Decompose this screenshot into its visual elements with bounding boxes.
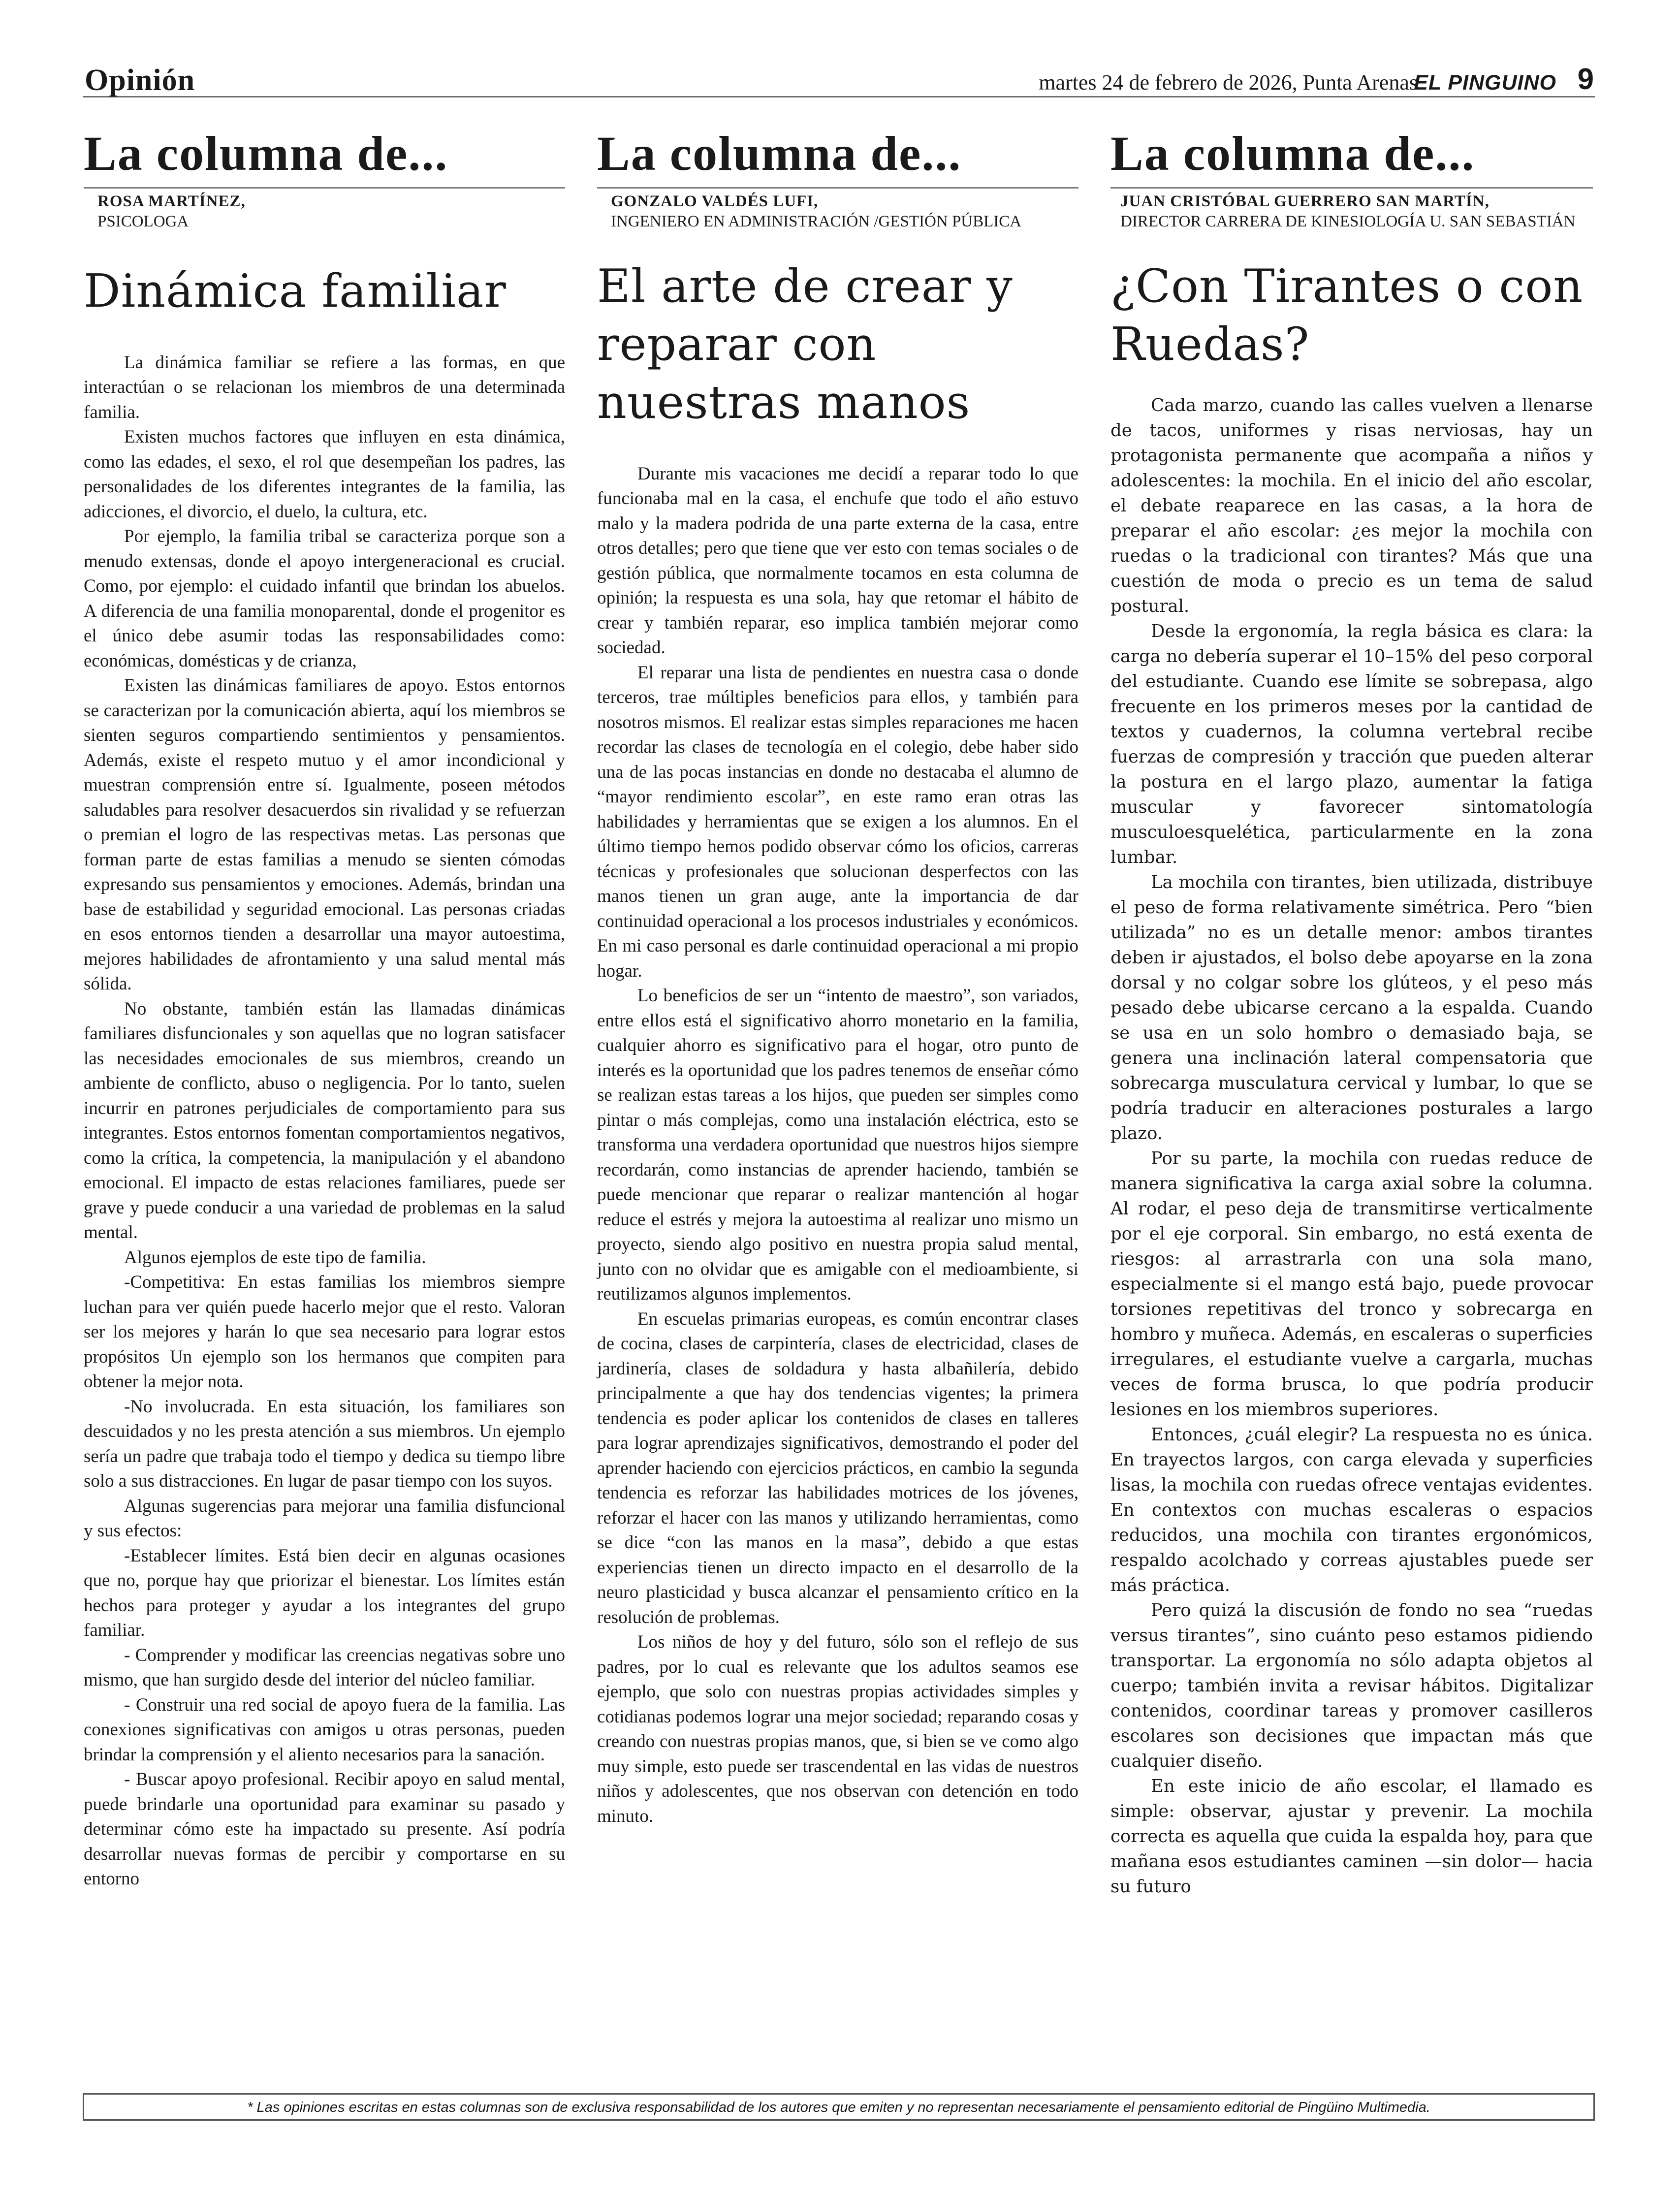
article-body bbox=[1110, 393, 1593, 1899]
paragraph: La mochila con tirantes, bien utilizada, distribuye el peso de forma relativamente simétrica. Pero “bien utilizada” no es un detalle menor: ambos tirantes deben ir ajustados, el bolso debe apoyarse en la zona dorsal y no colgar sobre los glúteos, y el peso más pesado debe ubicarse cercano a la espalda. Cuando se usa en un solo hombro o demasiado baja, se genera una inclinación lateral compensatoria que sobrecarga musculatura cervical y lumbar, lo que se podría traducir en alteraciones posturales a largo plazo. bbox=[1110, 872, 1593, 1144]
page-number: 9 bbox=[1577, 63, 1594, 96]
column-3 bbox=[1110, 126, 1593, 1899]
paragraph: -Establecer límites. Está bien decir en algunas ocasiones que no, porque hay que priorizar el bienestar. Los límites están hechos para proteger y ayudar a los integrantes del grupo familiar. bbox=[84, 1545, 565, 1640]
paragraph: Existen las dinámicas familiares de apoyo. Estos entornos se caracterizan por la comunicación abierta, aquí los miembros se sienten seguros compartiendo sentimientos y pensamientos. Además, existe el respeto mutuo y el amor incondicional y muestran comprensión entre sí. Igualmente, poseen métodos saludables para resolver desacuerdos sin rivalidad y se refuerzan o premian el logro de las respectivas metas. Las personas que forman parte de estas familias a menudo se sienten cómodas expresando sus pensamientos y emociones. Además, brindan una base de estabilidad y seguridad emocional. Las personas criadas en esos entornos tienden a desarrollar una mayor autoestima, mejores habilidades de afrontamiento y una salud mental más sólida. bbox=[84, 675, 565, 994]
column-label: La columna de... bbox=[84, 129, 565, 189]
author-role: INGENIERO EN ADMINISTRACIÓN /GESTIÓN PÚBLICA bbox=[611, 213, 1022, 231]
paragraph: Por ejemplo, la familia tribal se caracteriza porque son a menudo extensas, donde el apoyo intergeneracional es crucial. Como, por ejemplo: el cuidado infantil que brindan los abuelos. A diferencia de una familia monoparental, donde el progenitor es el único debe asumir todas las responsabilidades como: económicas, domésticas y de crianza, bbox=[84, 526, 565, 671]
paragraph: No obstante, también están las llamadas dinámicas familiares disfuncionales y son aquellas que no logran satisfacer las necesidades emocionales de sus miembros, creando un ambiente de conflicto, abuso o negligencia. Por lo tanto, suelen incurrir en patrones perjudiciales de comportamiento para sus integrantes. Estos entornos fomentan comportamientos negativos, como la crítica, la competencia, la manipulación y el abandono emocional. El impacto de estas relaciones familiares, puede ser grave y puede conducir a una variedad de problemas en la salud mental. bbox=[84, 998, 565, 1242]
paragraph: En este inicio de año escolar, el llamado es simple: observar, ajustar y prevenir. La mochila correcta es aquella que cuida la espalda hoy, para que mañana esos estudiantes caminen —sin dolor— hacia su futuro bbox=[1110, 1776, 1593, 1897]
footer-disclaimer-box bbox=[83, 2093, 1595, 2121]
byline bbox=[97, 191, 565, 232]
article-body bbox=[84, 350, 565, 1892]
paragraph: -No involucrada. En esta situación, los familiares son descuidados y no les presta atención a sus miembros. Un ejemplo sería un padre que trabaja todo el tiempo y dedica su tiempo libre solo a sus distracciones. En lugar de pasar tiempo con los suyos. bbox=[84, 1396, 565, 1491]
paragraph: Los niños de hoy y del futuro, sólo son el reflejo de sus padres, por lo cual es relevante que los adultos seamos ese ejemplo, que solo con nuestras propias actividades simples y cotidianas podemos lograr una mejor sociedad; reparando cosas y creando con nuestras propias manos, que, si bien se ve como algo muy simple, esto puede ser trascendental en las vidas de nuestros niños y adolescentes, que nos observan con detención en todo minuto. bbox=[597, 1632, 1078, 1826]
paragraph: Algunos ejemplos de este tipo de familia. bbox=[124, 1247, 426, 1268]
paragraph: - Construir una red social de apoyo fuera de la familia. Las conexiones significativas con amigos u otras personas, pueden brindar la comprensión y el aliento necesarios para la sanación. bbox=[84, 1694, 565, 1765]
article-headline: ¿Con Tirantes o con Ruedas? bbox=[1110, 259, 1584, 371]
paragraph: Pero quizá la discusión de fondo no sea “ruedas versus tirantes”, sino cuánto peso estamos pidiendo transportar. La ergonomía no sólo adapta objetos al cuerpo; también invita a revisar hábitos. Digitalizar contenidos, coordinar tareas y promover casilleros escolares son decisiones que impactan más que cualquier diseño. bbox=[1110, 1600, 1593, 1771]
paragraph: Desde la ergonomía, la regla básica es clara: la carga no debería superar el 10–15% del peso corporal del estudiante. Cuando ese límite se sobrepasa, algo frecuente en los primeros meses por la cantidad de textos y cuadernos, la columna vertebral recibe fuerzas de compresión y tracción que pueden alterar la postura en el largo plazo, aumentar la fatiga muscular y favorecer sintomatología musculoesquelética, particularmente en la zona lumbar. bbox=[1110, 621, 1593, 867]
column-label: La columna de... bbox=[1110, 129, 1593, 189]
author-role: DIRECTOR CARRERA DE KINESIOLOGÍA U. SAN SEBASTIÁN bbox=[1120, 213, 1576, 231]
dateline: martes 24 de febrero de 2026, Punta Arenas bbox=[1039, 70, 1418, 95]
paragraph: Lo beneficios de ser un “intento de maestro”, son variados, entre ellos está el significativo ahorro monetario en la familia, cualquier ahorro es significativo para el hogar, otro punto de interés es la oportunidad que los padres tenemos de enseñar cómo se realizan estas tareas a los hijos, que pueden ser simples como pintar o más complejas, como una instalación eléctrica, esto se transforma una verdadera oportunidad que nuestros hijos siempre recordarán, como instancias de aprender haciendo, también se puede mencionar que reparar o realizar mantención al hogar reduce el estrés y mejora la autoestima al realizar uno mismo un proyecto, siendo algo positivo en nuestra propia salud mental, junto con no olvidar que es amigable con el medioambiente, si reutilizamos algunos implementos. bbox=[597, 986, 1078, 1304]
byline bbox=[1120, 191, 1593, 232]
section-title: Opinión bbox=[85, 64, 195, 97]
paragraph: Entonces, ¿cuál elegir? La respuesta no es única. En trayectos largos, con carga elevada y superficies lisas, la mochila con ruedas ofrece ventajas evidentes. En contextos con muchas escaleras o espacios reducidos, una mochila con tirantes ergonómicos, respaldo acolchado y correas ajustables puede ser más práctica. bbox=[1110, 1424, 1593, 1595]
disclaimer-text: * Las opiniones escritas en estas columnas son de exclusiva responsabilidad de los autores que emiten y no representan necesariamente el pensamiento editorial de Pingüino Multimedia. bbox=[247, 2100, 1430, 2115]
author-name: ROSA MARTÍNEZ, bbox=[97, 192, 246, 210]
paragraph: En escuelas primarias europeas, es común encontrar clases de cocina, clases de carpintería, clases de electricidad, clases de jardinería, clases de soldadura y hasta albañilería, debido principalmente a que hay dos tendencias vigentes; la primera tendencia es poder aplicar los contenidos de clases en talleres para lograr aprendizajes significativos, demostrando el poder del aprender haciendo con ejercicios prácticos, en cambio la segunda tendencia es reforzar las habilidades motrices de los jóvenes, reforzar el hacer con las manos y utilizando herramientas, como se dice “con las manos en la masa”, debido a que estas experiencias tienen un directo impacto en el desarrollo de la neuro plasticidad y busca alcanzar el pensamiento crítico en la resolución de problemas. bbox=[597, 1308, 1078, 1627]
paragraph: -Competitiva: En estas familias los miembros siempre luchan para ver quién puede hacerlo mejor que el resto. Valoran ser los mejores y harán lo que sea necesario para lograr estos propósitos Un ejemplo son los hermanos que compiten para obtener la mejor nota. bbox=[84, 1272, 565, 1392]
paragraph: Cada marzo, cuando las calles vuelven a llenarse de tacos, uniformes y risas nerviosas, hay un protagonista permanente que acompaña a niños y adolescentes: la mochila. En el inicio del año escolar, el debate reaparece en las casas, a la hora de preparar el año escolar: ¿es mejor la mochila con ruedas o la tradicional con tirantes? Más que una cuestión de moda o precio es un tema de salud postural. bbox=[1110, 395, 1593, 616]
paragraph: Durante mis vacaciones me decidí a reparar todo lo que funcionaba mal en la casa, el enchufe que todo el año estuvo malo y la madera podrida de una parte externa de la casa, entre otros detalles; pero que tiene que ver esto con temas sociales o de gestión pública, que normalmente tocamos en esta columna de opinión; la respuesta es una sola, hay que retomar el hábito de crear y también reparar, eso implica también mejorar como sociedad. bbox=[597, 463, 1078, 658]
byline bbox=[611, 191, 1078, 232]
paragraph: Existen muchos factores que influyen en esta dinámica, como las edades, el sexo, el rol que desempeñan los padres, las personalidades de los diferentes integrantes de la familia, las adicciones, el divorcio, el duelo, la cultura, etc. bbox=[84, 427, 565, 522]
author-name: GONZALO VALDÉS LUFI, bbox=[611, 192, 819, 210]
column-label: La columna de... bbox=[597, 129, 1078, 189]
newspaper-logo: EL PINGUINO bbox=[1414, 71, 1556, 95]
paragraph: - Comprender y modificar las creencias negativas sobre uno mismo, que han surgido desde del interior del núcleo familiar. bbox=[84, 1645, 565, 1690]
paragraph: Por su parte, la mochila con ruedas reduce de manera significativa la carga axial sobre la columna. Al rodar, el peso deja de transmitirse verticalmente por el eje corporal. Sin embargo, no está exenta de riesgos: al arrastrarla con una sola mano, especialmente si el mango está bajo, puede provocar torsiones repetitivas del tronco y sobrecarga en hombro y muñeca. Además, en escaleras o superficies irregulares, el estudiante vuelve a cargarla, muchas veces de forma brusca, lo que podría producir lesiones en los miembros superiores. bbox=[1110, 1148, 1593, 1420]
author-role: PSICOLOGA bbox=[97, 213, 189, 231]
article-body bbox=[597, 462, 1078, 1829]
column-2 bbox=[597, 126, 1078, 1829]
article-headline: Dinámica familiar bbox=[84, 264, 507, 318]
page-header bbox=[83, 60, 1595, 97]
column-1 bbox=[84, 126, 565, 1892]
paragraph: Algunas sugerencias para mejorar una familia disfuncional y sus efectos: bbox=[84, 1496, 565, 1541]
paragraph: El reparar una lista de pendientes en nuestra casa o donde terceros, trae múltiples beneficios para ellos, y también para nosotros mismos. El realizar estas simples reparaciones me hacen recordar las clases de tecnología en el colegio, debe haber sido una de las pocas instancias en donde no destacaba el alumno de “mayor rendimiento escolar”, en este ramo eran otras las habilidades y herramientas que se exigen a los alumnos. En el último tiempo hemos podido observar cómo los oficios, carreras técnicas y profesionales que solucionan desperfectos con las manos tienen un gran auge, ante la importancia de dar continuidad operacional a los procesos industriales y económicos. En mi caso personal es darle continuidad operacional a mi propio hogar. bbox=[597, 662, 1078, 981]
paragraph: La dinámica familiar se refiere a las formas, en que interactúan o se relacionan los miembros de una determinada familia. bbox=[84, 352, 565, 422]
article-headline: El arte de crear y reparar con nuestras manos bbox=[597, 259, 1013, 429]
author-name: JUAN CRISTÓBAL GUERRERO SAN MARTÍN, bbox=[1120, 192, 1490, 210]
paragraph: - Buscar apoyo profesional. Recibir apoyo en salud mental, puede brindarle una oportunidad para examinar su pasado y determinar cómo este ha impactado su presente. Así podría desarrollar nuevas formas de percibir y comportarse en su entorno bbox=[84, 1769, 565, 1889]
